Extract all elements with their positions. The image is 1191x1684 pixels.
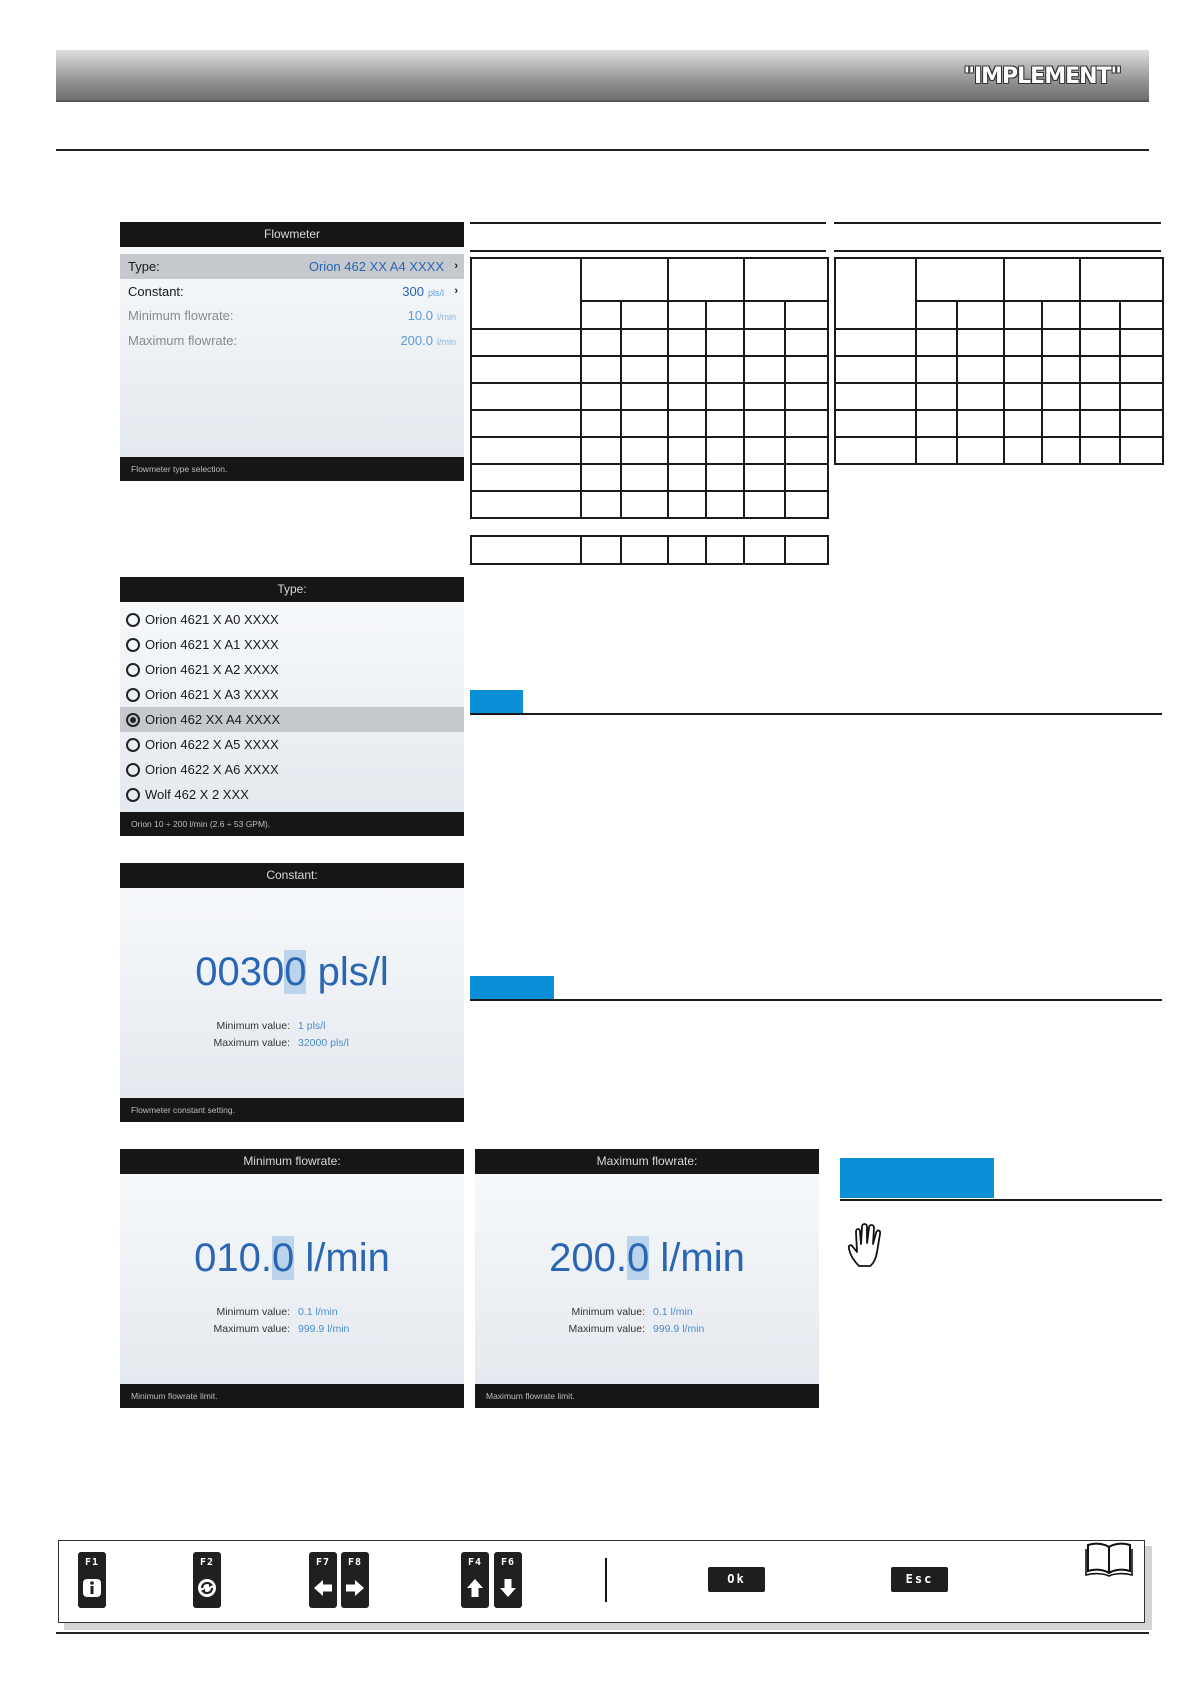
value-digits: 0030	[195, 950, 285, 994]
max-flowrate-limits	[475, 1304, 819, 1338]
header-rule	[56, 149, 1149, 151]
header-title: "IMPLEMENT"	[963, 64, 1121, 89]
type-option-label: Orion 4622 X A5 XXXX	[145, 737, 279, 752]
flowmeter-status-bar: Flowmeter type selection.	[120, 457, 464, 481]
max-limit-value: 999.9 l/min	[653, 1323, 705, 1335]
max-flow-label: Maximum flowrate:	[128, 333, 238, 348]
header-band	[56, 50, 1149, 102]
table-row	[471, 410, 828, 437]
max-limit-value: 999.9 l/min	[298, 1323, 350, 1335]
value-unit: pls/l	[317, 950, 389, 994]
constant-edit-value[interactable]	[120, 949, 464, 995]
max-limit-label: Maximum value:	[213, 1037, 290, 1049]
value-unit: l/min	[660, 1236, 745, 1280]
key-code: F6	[500, 1557, 516, 1568]
constant-label: Constant:	[128, 284, 184, 299]
constant-limits	[120, 1018, 464, 1052]
type-option-label: Orion 4622 X A6 XXXX	[145, 762, 279, 777]
min-limit-value: 0.1 l/min	[653, 1306, 693, 1318]
min-limit-value: 0.1 l/min	[298, 1306, 338, 1318]
radio-button-icon	[126, 688, 140, 702]
table-cell	[706, 301, 744, 329]
f4-key[interactable]	[461, 1552, 489, 1608]
table-row	[471, 437, 828, 464]
key-code: F2	[199, 1557, 215, 1568]
table-row	[471, 329, 828, 356]
min-flowrate-edit-value[interactable]	[120, 1235, 464, 1281]
constant-value: 300	[402, 284, 424, 299]
value-digits: 200.	[549, 1236, 628, 1280]
table-row	[835, 437, 1163, 464]
table-row	[471, 536, 828, 564]
type-option-label: Orion 4621 X A1 XXXX	[145, 637, 279, 652]
arrow-right-icon	[345, 1578, 365, 1598]
info-icon	[82, 1578, 102, 1598]
min-flowrate-screen-title: Minimum flowrate:	[120, 1149, 464, 1174]
table-cell	[785, 301, 828, 329]
type-option-label: Orion 4621 X A0 XXXX	[145, 612, 279, 627]
table-cell	[916, 258, 1004, 301]
arrow-left-icon	[313, 1578, 333, 1598]
type-option[interactable]	[120, 782, 464, 807]
flowmeter-row-max-flow[interactable]	[120, 328, 464, 353]
radio-button-icon	[126, 738, 140, 752]
flowmeter-row-type[interactable]	[120, 254, 464, 279]
left-table-extra-row	[470, 535, 829, 565]
constant-screen	[120, 863, 464, 1122]
table-cell	[581, 301, 621, 329]
min-flow-value: 10.0	[407, 308, 433, 323]
type-option-label: Orion 4621 X A3 XXXX	[145, 687, 279, 702]
max-flow-value: 200.0	[400, 333, 433, 348]
radio-button-checked-icon	[126, 713, 140, 727]
edit-cursor: 0	[284, 950, 307, 994]
table-cell	[1080, 301, 1120, 329]
max-flowrate-edit-value[interactable]	[475, 1235, 819, 1281]
max-flowrate-status-bar: Maximum flowrate limit.	[475, 1384, 819, 1408]
type-option[interactable]	[120, 682, 464, 707]
table-row	[835, 356, 1163, 383]
footer-separator	[605, 1558, 607, 1602]
section-tab-2	[470, 976, 554, 1000]
table-cell	[1080, 258, 1163, 301]
min-limit-label: Minimum value:	[216, 1020, 290, 1032]
f6-key[interactable]	[494, 1552, 522, 1608]
table-cell	[471, 258, 581, 329]
type-value: Orion 462 XX A4 XXXX	[308, 259, 444, 274]
table-cell	[581, 258, 668, 301]
radio-button-icon	[126, 763, 140, 777]
table-cell	[621, 301, 668, 329]
radio-button-icon	[126, 663, 140, 677]
type-option[interactable]	[120, 607, 464, 632]
table-cell	[668, 301, 706, 329]
radio-button-icon	[126, 788, 140, 802]
constant-status-bar: Flowmeter constant setting.	[120, 1098, 464, 1122]
raised-hand-icon	[846, 1222, 888, 1268]
min-flow-label: Minimum flowrate:	[128, 308, 234, 323]
right-table-caption-rule	[834, 250, 1161, 252]
left-table-caption-rule	[470, 250, 826, 252]
min-limit-label: Minimum value:	[216, 1306, 290, 1318]
type-screen-title: Type:	[120, 577, 464, 602]
type-option-label: Orion 462 XX A4 XXXX	[145, 712, 281, 727]
section-tab-3	[840, 1158, 994, 1198]
table-row	[471, 491, 828, 518]
ok-key[interactable]: Ok	[708, 1567, 765, 1592]
section-rule-2	[470, 999, 1162, 1001]
section-rule-1	[470, 713, 1162, 715]
flowmeter-screen-title: Flowmeter	[120, 222, 464, 247]
min-flowrate-status-bar: Minimum flowrate limit.	[120, 1384, 464, 1408]
table-row	[835, 329, 1163, 356]
footer-key-legend	[58, 1540, 1145, 1623]
value-digits: 010.	[194, 1236, 273, 1280]
arrow-up-icon	[465, 1578, 485, 1598]
min-flow-value-group	[408, 303, 456, 330]
type-label: Type:	[128, 259, 160, 274]
table-cell	[1120, 301, 1163, 329]
max-flowrate-screen	[475, 1149, 819, 1408]
max-flowrate-screen-title: Maximum flowrate:	[475, 1149, 819, 1174]
max-limit-label: Maximum value:	[568, 1323, 645, 1335]
type-option[interactable]	[120, 732, 464, 757]
table-cell	[744, 258, 828, 301]
min-flowrate-screen	[120, 1149, 464, 1408]
left-flowmeter-table	[470, 257, 829, 519]
arrow-down-icon	[498, 1578, 518, 1598]
table-cell	[835, 258, 916, 329]
table-cell	[1042, 301, 1080, 329]
type-option[interactable]	[120, 757, 464, 782]
type-screen	[120, 577, 464, 836]
flowmeter-row-min-flow[interactable]	[120, 303, 464, 328]
radio-button-icon	[126, 638, 140, 652]
type-option[interactable]	[120, 632, 464, 657]
min-limit-value: 1 pls/l	[298, 1020, 326, 1032]
min-limit-label: Minimum value:	[571, 1306, 645, 1318]
chevron-right-icon: ›	[454, 285, 458, 297]
section-rule-3	[840, 1199, 1162, 1201]
table-cell	[1004, 301, 1042, 329]
left-table-top-rule	[470, 222, 826, 224]
max-flow-unit: l/min	[436, 337, 456, 347]
esc-key[interactable]: Esc	[891, 1567, 948, 1592]
refresh-icon	[197, 1578, 217, 1598]
table-cell	[916, 301, 957, 329]
type-option-label: Wolf 462 X 2 XXX	[145, 787, 249, 802]
constant-value-group	[402, 279, 444, 306]
type-status-bar: Orion 10 ÷ 200 l/min (2.6 ÷ 53 GPM).	[120, 812, 464, 836]
value-unit: l/min	[305, 1236, 390, 1280]
table-row	[835, 383, 1163, 410]
key-code: F4	[467, 1557, 483, 1568]
f2-key[interactable]	[193, 1552, 221, 1608]
max-flow-value-group	[400, 328, 456, 355]
table-cell	[744, 301, 785, 329]
type-option-label: Orion 4621 X A2 XXXX	[145, 662, 279, 677]
min-flowrate-limits	[120, 1304, 464, 1338]
table-row	[835, 410, 1163, 437]
flowmeter-row-constant[interactable]	[120, 279, 464, 304]
right-table-top-rule	[834, 222, 1161, 224]
key-code: F7	[315, 1557, 331, 1568]
open-book-icon	[1085, 1541, 1133, 1577]
flowmeter-screen	[120, 222, 464, 481]
type-option[interactable]	[120, 657, 464, 682]
key-code: F8	[347, 1557, 363, 1568]
f8-key[interactable]	[341, 1552, 369, 1608]
constant-screen-title: Constant:	[120, 863, 464, 888]
footer-rule	[56, 1632, 1149, 1634]
table-cell	[1004, 258, 1080, 301]
edit-cursor: 0	[627, 1236, 650, 1280]
max-limit-label: Maximum value:	[213, 1323, 290, 1335]
edit-cursor: 0	[272, 1236, 295, 1280]
table-row	[471, 464, 828, 491]
chevron-right-icon: ›	[454, 260, 458, 272]
max-limit-value: 32000 pls/l	[298, 1037, 349, 1049]
table-cell	[957, 301, 1004, 329]
section-tab-1	[470, 690, 523, 714]
f7-key[interactable]	[309, 1552, 337, 1608]
type-option-selected[interactable]	[120, 707, 464, 732]
table-cell	[668, 258, 744, 301]
constant-unit: pls/l	[427, 288, 444, 298]
min-flow-unit: l/min	[436, 312, 456, 322]
key-code: F1	[84, 1557, 100, 1568]
table-row	[471, 383, 828, 410]
right-flowmeter-table	[834, 257, 1164, 465]
radio-button-icon	[126, 613, 140, 627]
table-row	[471, 356, 828, 383]
f1-key[interactable]	[78, 1552, 106, 1608]
